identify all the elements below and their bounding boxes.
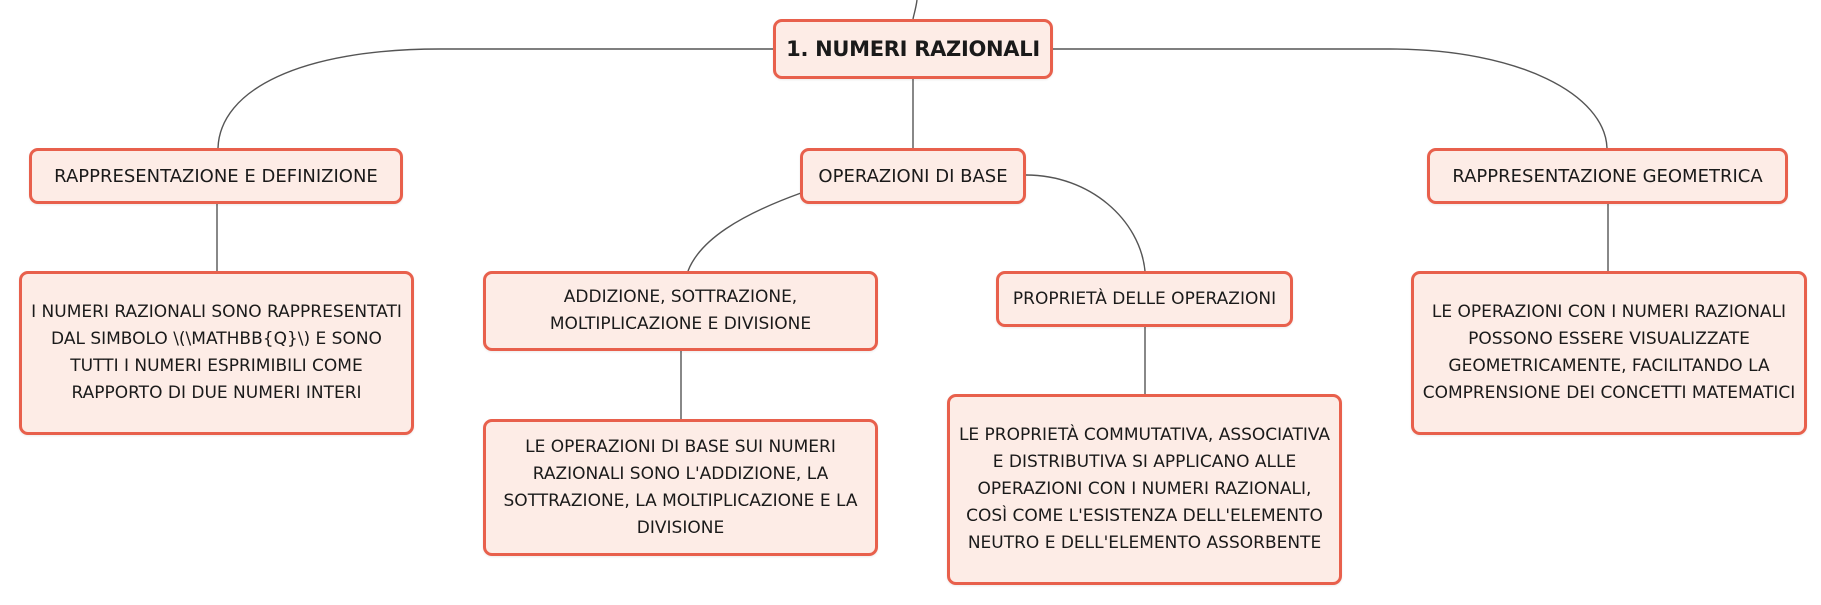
proprieta-operazioni-node[interactable] <box>996 271 1293 327</box>
connector-root-to-geometrica <box>1053 49 1607 148</box>
rappresentazione-detail-text: I NUMERI RAZIONALI SONO RAPPRESENTATI DAL SIMBOLO \(\MATHBB{Q}\) E SONO TUTTI I NUMERI ESPRIMIBILI COME RAPPORTO DI DUE NUMERI INTERI <box>31 302 402 403</box>
addizione-detail-node[interactable] <box>483 419 878 556</box>
root-node[interactable] <box>773 19 1053 79</box>
operazioni-di-base-label: OPERAZIONI DI BASE <box>818 165 1008 187</box>
connector-operazioni-to-addizione <box>688 193 801 271</box>
proprieta-detail-node[interactable] <box>947 394 1342 585</box>
geometrica-detail-text: LE OPERAZIONI CON I NUMERI RAZIONALI POSSONO ESSERE VISUALIZZATE GEOMETRICAMENTE, FACILITANDO LA COMPRENSIONE DEI CONCETTI MATEMATICI <box>1422 302 1796 403</box>
rappresentazione-geometrica-node[interactable] <box>1427 148 1788 204</box>
connector-root-to-rappresentazione <box>218 49 773 148</box>
connector-operazioni-to-proprieta <box>1026 175 1145 271</box>
rappresentazione-definizione-node[interactable] <box>29 148 403 204</box>
addizione-sottrazione-label: ADDIZIONE, SOTTRAZIONE, MOLTIPLICAZIONE E DIVISIONE <box>549 287 812 334</box>
addizione-sottrazione-node[interactable] <box>483 271 878 351</box>
connector-root-parent <box>913 0 917 19</box>
rappresentazione-definizione-label: RAPPRESENTAZIONE E DEFINIZIONE <box>54 165 378 187</box>
geometrica-detail-node[interactable] <box>1411 271 1807 435</box>
operazioni-di-base-node[interactable] <box>800 148 1026 204</box>
root-node-label: 1. NUMERI RAZIONALI <box>786 37 1040 61</box>
addizione-detail-text: LE OPERAZIONI DI BASE SUI NUMERI RAZIONALI SONO L'ADDIZIONE, LA SOTTRAZIONE, LA MOLTIPLICAZIONE E LA DIVISIONE <box>503 436 858 538</box>
proprieta-detail-text: LE PROPRIETÀ COMMUTATIVA, ASSOCIATIVA E DISTRIBUTIVA SI APPLICANO ALLE OPERAZIONI CON I NUMERI RAZIONALI, COSÌ COME L'ESISTENZA DELL'ELEMENTO NEUTRO E DELL'ELEMENTO ASSORBENTE <box>958 425 1331 553</box>
rappresentazione-geometrica-label: RAPPRESENTAZIONE GEOMETRICA <box>1452 165 1763 187</box>
proprieta-operazioni-label: PROPRIETÀ DELLE OPERAZIONI <box>1012 288 1277 309</box>
rappresentazione-detail-node[interactable] <box>19 271 414 435</box>
